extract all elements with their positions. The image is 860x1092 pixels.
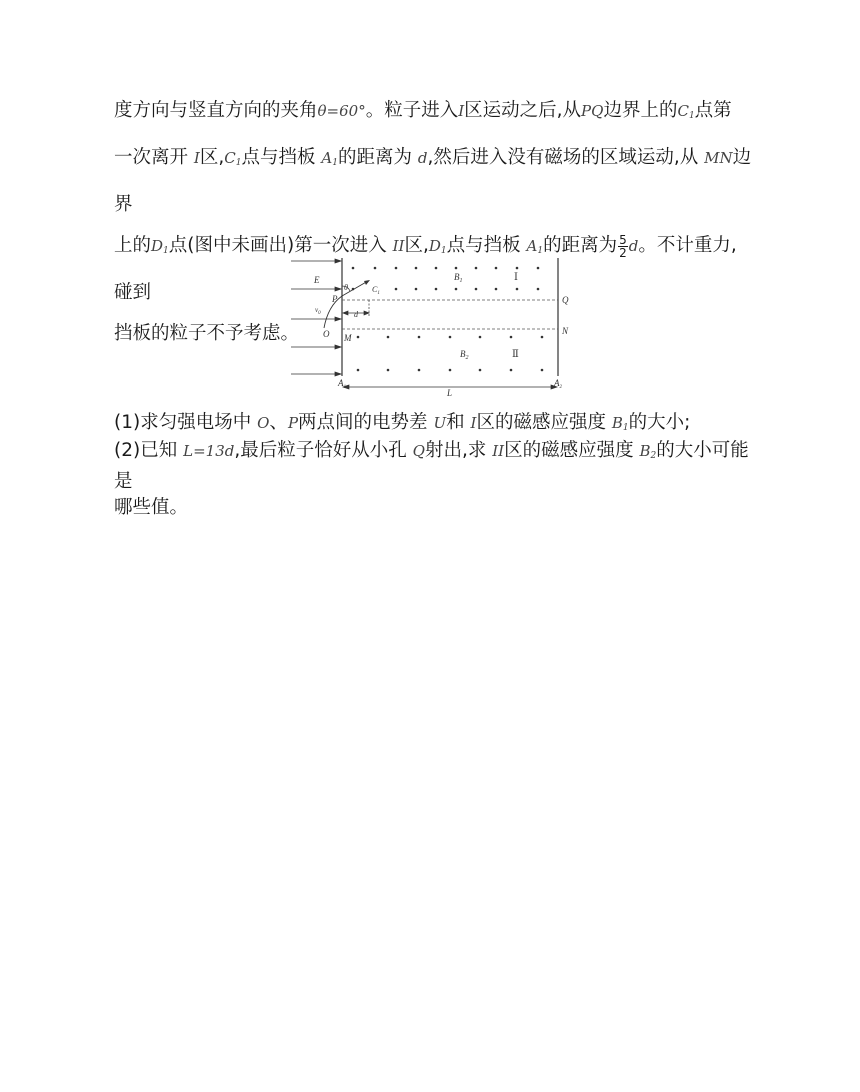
point-C-symbol: C [677,102,689,120]
length-value: =13 [193,442,225,460]
subscript: 1 [163,246,169,256]
region-I-symbol: I [193,149,200,167]
line-4 [114,323,299,344]
text: 、 [269,412,288,433]
text: 区, [404,235,429,256]
distance-d-symbol: d [628,237,639,255]
theta-symbol: θ [317,102,327,120]
text: 一次离开 [114,147,189,168]
text: 挡板的粒子不予考虑。 [114,323,300,344]
field-B-symbol: B [639,442,651,460]
text: 的大小可能是 [114,440,749,492]
text: (2)已知 [114,440,178,461]
text: 的距离为 [543,235,618,256]
region-II-symbol: II [392,237,405,255]
subscript: 1 [440,246,447,256]
label-M: M [344,333,352,343]
text: 。粒子进入 [365,100,459,121]
line-1 [114,100,732,121]
subscript: 1 [688,111,695,121]
label-E: E [314,275,320,285]
boundary-PQ-symbol: PQ [581,102,604,120]
plate-A-symbol: A [526,237,538,255]
point-D-symbol: D [428,237,441,255]
label-B1: $B_1$ [454,272,463,284]
label-A1: $A_1$ [338,378,346,390]
label-B2: $B_2$ [460,349,469,361]
physics-diagram [288,256,576,396]
fraction [618,234,628,259]
label-region-II: Ⅱ [512,349,519,360]
point-P-symbol: P [287,414,299,432]
field-B-symbol: B [611,414,623,432]
text: 的大小; [628,412,691,433]
region-II-symbol: II [492,442,505,460]
text: 的距离为 [337,147,412,168]
text: 度方向与竖直方向的夹角 [114,100,318,121]
text: 。不计重力,碰到 [114,235,737,303]
text: 点与挡板 [446,235,521,256]
text: 哪些值。 [114,497,189,518]
boundary-MN-symbol: MN [704,149,733,167]
hole-Q-symbol: Q [412,442,425,460]
question-2 [114,438,754,521]
label-d: d [354,310,358,319]
label-A2: $A_2$ [554,378,562,390]
text: 两点间的电势差 [298,412,428,433]
distance-d-symbol: d [224,442,235,460]
fraction-numerator: 5 [619,232,627,247]
text: 射出,求 [424,440,487,461]
subscript: 1 [537,246,544,256]
line-2 [114,147,751,215]
label-P: P [332,294,338,304]
length-L-symbol: L [183,442,194,460]
distance-d-symbol: d [417,149,428,167]
label-v0: $v_0$ [315,306,321,316]
text: 上的 [114,235,152,256]
angle-value: =60° [326,102,366,120]
label-N: N [562,326,569,336]
point-C-symbol: C [224,149,236,167]
text: 边界 [114,147,752,215]
text: ,然后进入没有磁场的区域运动,从 [427,147,699,168]
text: 区运动之后,从 [464,100,582,121]
subscript: 1 [235,158,242,168]
voltage-U-symbol: U [433,414,447,432]
region-I-symbol: I [470,414,477,432]
point-D-symbol: D [151,237,164,255]
field-dots-region-I [352,267,540,291]
text: 边界上的 [603,100,678,121]
text: 点(图中未画出)第一次进入 [168,235,387,256]
subscript: 1 [622,423,629,433]
point-O-symbol: O [257,414,270,432]
text: 区的磁感应强度 [504,440,634,461]
text: 点与挡板 [241,147,316,168]
velocity-arrowhead [364,280,370,285]
label-O: O [323,329,330,339]
plate-A-symbol: A [321,149,333,167]
label-C1: $C_1$ [372,285,380,296]
subscript: 1 [332,158,338,168]
question-1 [114,410,754,441]
text: 点第 [694,100,732,121]
text: 区的磁感应强度 [476,412,606,433]
label-L: L [447,388,453,396]
label-theta: θ [344,283,348,292]
subscript: 2 [650,451,657,461]
text: (1)求匀强电场中 [114,412,252,433]
text: 和 [446,412,465,433]
region-I-symbol: I [458,102,465,120]
text: ,最后粒子恰好从小孔 [234,440,407,461]
fraction-denominator: 2 [619,245,627,260]
text: 区, [199,147,225,168]
label-region-I: Ⅰ [514,272,518,283]
label-Q: Q [562,295,569,305]
